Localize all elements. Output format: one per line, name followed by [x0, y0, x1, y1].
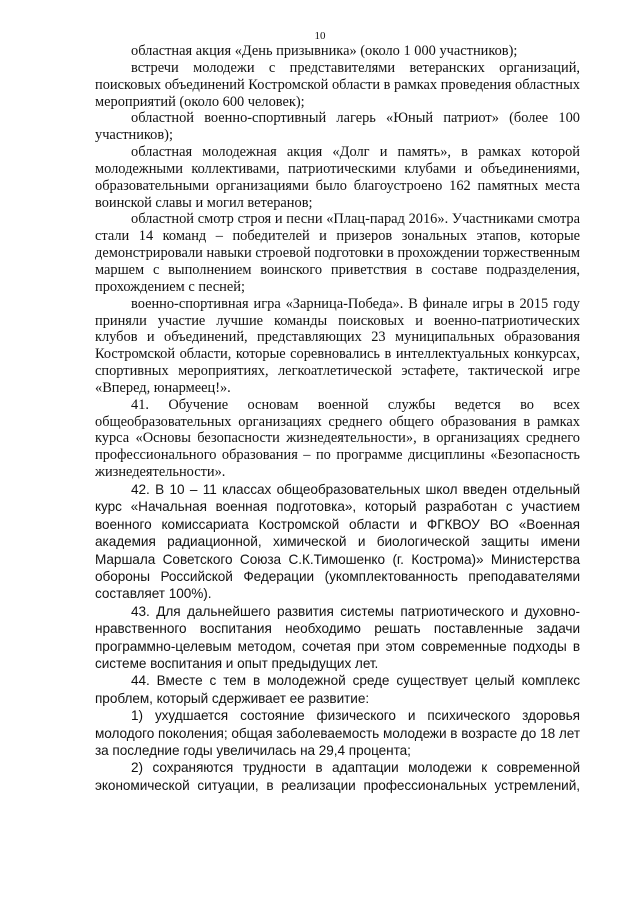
paragraph-item-43: 43. Для дальнейшего развития системы патриотического и духовно-нравственного воспитания необходимо решать поставленные задачи программно-целевым методом, сочетая при этом современные подходы в системе воспитания и опыт предыдущих лет.	[95, 603, 580, 671]
paragraph-item-41: 41. Обучение основам военной службы ведется во всех общеобразовательных организациях среднего общего образования в рамках курса «Основы безопасности жизнедеятельности», в организациях среднего профессионального образования – по программе дисциплины «Безопасность жизнедеятельности».	[95, 396, 580, 481]
paragraph-parade-review: областной смотр строя и песни «Плац-парад 2016». Участниками смотра стали 14 команд – победителей и призеров зональных этапов, которые демонстрировали навыки строевой подготовки в прохождении торжественным маршем с выполнением воинского приветствия в составе подразделения, прохождением с песней;	[95, 211, 580, 295]
paragraph-problem-2: 2) сохраняются трудности в адаптации молодежи к современной экономической ситуации, в реализации профессиональных устремлений,	[95, 760, 580, 793]
page-number: 10	[314, 30, 326, 42]
paragraph-item-44: 44. Вместе с тем в молодежной среде существует целый комплекс проблем, который сдерживает ее развитие:	[95, 673, 580, 706]
paragraph-day-of-conscript: областная акция «День призывника» (около 1 000 участников);	[131, 43, 518, 59]
paragraph-problem-1: 1) ухудшается состояние физического и психического здоровья молодого поколения; общая заболеваемость молодежи в возрасте до 18 лет за последние годы увеличилась на 29,4 процента;	[95, 708, 580, 759]
document-body	[95, 43, 580, 794]
paragraph-veterans-meetings: встречи молодежи с представителями ветеранских организаций, поисковых объединений Костромской области в рамках проведения областных мероприятий (около 600 человек);	[95, 59, 580, 110]
paragraph-zarnitsa-pobeda: военно-спортивная игра «Зарница-Победа». В финале игры в 2015 году приняли участие лучшие команды поисковых и военно-патриотических клубов и объединений, представляющих 23 муниципальных образования Костромской области, которые соревновались в интеллектуальных конкурсах, спортивных мероприятиях, легкоатлетической эстафете, тактической игре «Вперед, юнармеец!».	[95, 295, 580, 396]
paragraph-young-patriot-camp: областной военно-спортивный лагерь «Юный патриот» (более 100 участников);	[95, 110, 580, 144]
paragraph-item-42: 42. В 10 – 11 классах общеобразовательных школ введен отдельный курс «Начальная военная подготовка», который разработан с участием военного комиссариата Костромской области и ФГКВОУ ВО «Военная академия радиационной, химической и биологической защиты имени Маршала Советского Союза С.К.Тимошенко (г. Кострома)» Министерства обороны Российской Федерации (укомплектованность преподавателями составляет 100%).	[95, 481, 580, 602]
paragraph-duty-and-memory: областная молодежная акция «Долг и память», в рамках которой молодежными коллективами, патриотическими клубами и объединениями, образовательными организациями было благоустроено 162 памятных места воинской славы и могил ветеранов;	[95, 144, 580, 211]
